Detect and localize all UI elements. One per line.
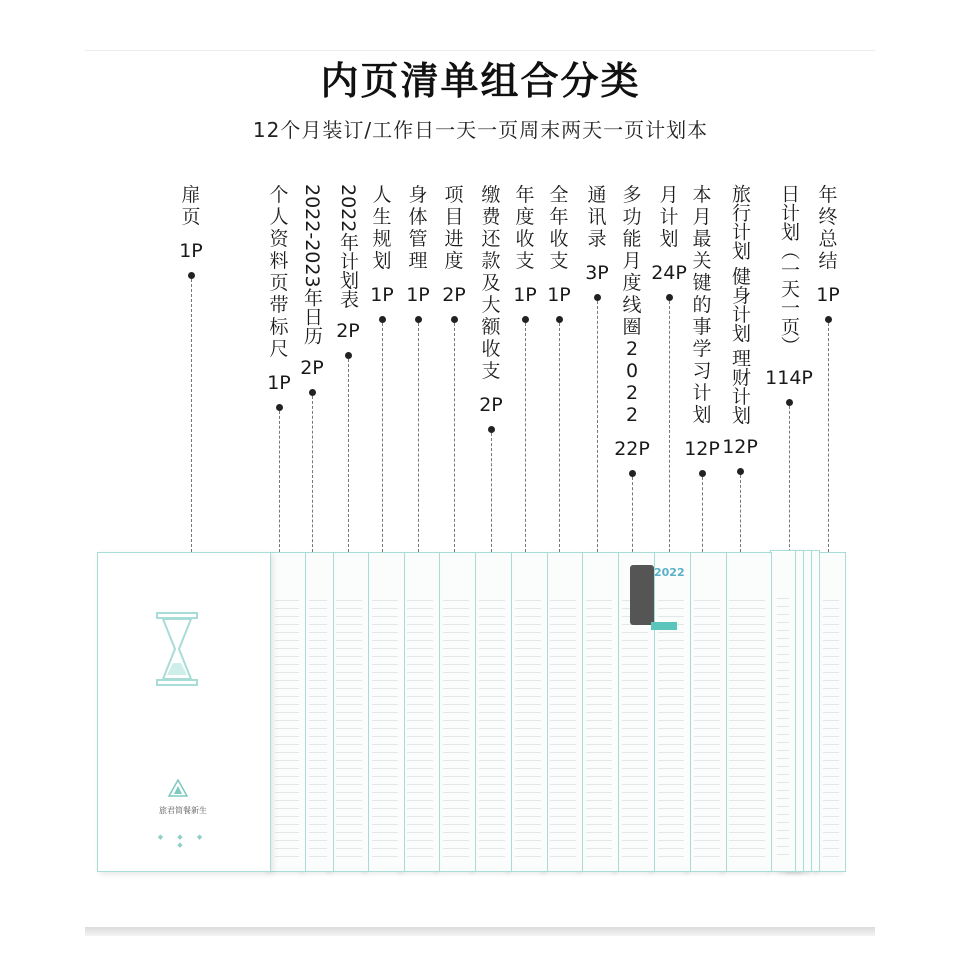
- page-rules: [407, 593, 433, 861]
- item-name: 年度收支: [515, 184, 535, 272]
- page-full-year-budget: [543, 552, 583, 872]
- item-life-plan: [368, 184, 396, 557]
- page-year-summary: [816, 552, 846, 872]
- item-name: 全年收支: [549, 184, 569, 272]
- page-personal-info: [268, 552, 306, 872]
- page-monthly-plan: [651, 552, 691, 872]
- item-pages: 2P: [442, 284, 466, 306]
- item-name: 身体管理: [408, 184, 428, 272]
- page-rules: [777, 591, 789, 861]
- leader-line: [418, 323, 419, 557]
- page-rules: [336, 593, 362, 861]
- item-name: 旅行计划 健身计划 理财计划: [729, 184, 751, 425]
- leader-line: [191, 279, 192, 557]
- page-rules: [622, 593, 648, 861]
- item-pages: 1P: [816, 284, 840, 306]
- item-pages: 2P: [479, 394, 503, 416]
- item-name: 个人资料页带标尺: [269, 184, 289, 360]
- bottom-shadow-bar: [85, 927, 875, 936]
- cover-brand-text: 旅君简餐新生: [159, 806, 207, 815]
- page-rules: [479, 593, 505, 861]
- item-title-page: [177, 184, 205, 557]
- item-dot: [699, 470, 706, 477]
- leader-line: [348, 359, 349, 557]
- page-subtitle: 12个月装订/工作日一天一页周末两天一页计划本: [252, 118, 709, 142]
- leader-line: [789, 406, 790, 557]
- page-calendar: [302, 552, 334, 872]
- page-rules: [658, 593, 684, 861]
- leader-line: [669, 301, 670, 557]
- item-dot: [309, 389, 316, 396]
- page-payments: [472, 552, 512, 872]
- item-dot: [737, 468, 744, 475]
- item-dot: [629, 470, 636, 477]
- item-pages: 12P: [722, 436, 758, 459]
- item-pages: 1P: [267, 372, 291, 394]
- page-daily-stack-1: [770, 550, 796, 872]
- page-annual-budget: [508, 552, 548, 872]
- page-contacts: [579, 552, 619, 872]
- page-project-progress: [436, 552, 476, 872]
- hourglass-icon: [155, 611, 199, 687]
- item-dot: [488, 426, 495, 433]
- leader-line: [491, 433, 492, 557]
- item-payments: [477, 184, 505, 557]
- item-name: 多功能月度线圈2022: [622, 184, 642, 426]
- item-calendar: [298, 184, 326, 557]
- item-pages: 1P: [370, 284, 394, 306]
- item-pages: 114P: [765, 367, 813, 389]
- leader-line: [632, 477, 633, 557]
- item-pages: 1P: [179, 240, 203, 262]
- item-dot: [786, 399, 793, 406]
- item-year-summary: [814, 184, 842, 557]
- item-name: 扉页: [181, 184, 201, 228]
- item-key-tasks: [684, 184, 720, 557]
- page-rules: [550, 593, 576, 861]
- item-name: 月计划: [659, 184, 679, 250]
- leader-line: [454, 323, 455, 557]
- item-project-progress: [440, 184, 468, 557]
- item-pages: 22P: [614, 438, 650, 460]
- item-dot: [451, 316, 458, 323]
- page-rules: [586, 593, 612, 861]
- item-monthly-ring: [614, 184, 650, 557]
- item-pages: 2P: [336, 320, 360, 343]
- page-rules: [694, 593, 720, 861]
- leader-line: [740, 475, 741, 557]
- item-pages: 1P: [406, 284, 430, 306]
- item-dot: [522, 316, 529, 323]
- item-name: 通讯录: [587, 184, 607, 250]
- item-full-year-budget: [545, 184, 573, 557]
- item-dot: [825, 316, 832, 323]
- item-name: 人生规划: [372, 184, 392, 272]
- item-dot: [556, 316, 563, 323]
- item-dot: [345, 352, 352, 359]
- item-dot: [666, 294, 673, 301]
- item-dot: [594, 294, 601, 301]
- page-rules: [309, 593, 327, 861]
- page-rules: [443, 593, 469, 861]
- item-dot: [379, 316, 386, 323]
- page-life-plan: [365, 552, 405, 872]
- item-name: 2022年计划表: [337, 184, 359, 309]
- cover-decoration-icons: ◆ ◆ ◆ ◆: [157, 833, 209, 849]
- item-annual-budget: [511, 184, 539, 557]
- page-body-management: [400, 552, 440, 872]
- page-title: 内页清单组合分类: [320, 59, 641, 103]
- cover-page: [97, 552, 271, 872]
- leader-line: [597, 301, 598, 557]
- item-monthly-plan: [651, 184, 687, 557]
- item-pages: 2P: [300, 356, 324, 379]
- item-name: 日计划（一天一页）: [778, 184, 800, 355]
- item-dot: [415, 316, 422, 323]
- item-name: 缴费还款及大额收支: [481, 184, 501, 382]
- page-year-plan: [329, 552, 369, 872]
- teal-highlight: [651, 622, 677, 630]
- page-key-tasks: [687, 552, 727, 872]
- leader-line: [279, 411, 280, 557]
- leader-line: [828, 323, 829, 557]
- leader-line: [312, 396, 313, 557]
- brand-logo-icon: [168, 779, 188, 797]
- item-year-plan: [334, 184, 362, 557]
- item-name: 2022-2023年日历: [301, 184, 323, 345]
- leader-line: [382, 323, 383, 557]
- item-daily-plan: [765, 184, 813, 557]
- page-rules: [275, 593, 299, 861]
- item-personal-info: [265, 184, 293, 557]
- item-dot: [276, 404, 283, 411]
- item-travel-fitness-finance: [722, 184, 758, 557]
- item-name: 年终总结: [818, 184, 838, 272]
- page-rules: [515, 593, 541, 861]
- page-year-label: 2022: [654, 566, 685, 579]
- item-pages: 12P: [684, 438, 720, 460]
- leader-line: [702, 477, 703, 557]
- leader-line: [525, 323, 526, 557]
- item-dot: [188, 272, 195, 279]
- item-name: 本月最关键的事学习计划: [692, 184, 712, 426]
- page-travel-plan: [722, 552, 772, 872]
- page-rules: [372, 593, 398, 861]
- page-rules: [729, 593, 765, 861]
- item-pages: 24P: [651, 262, 687, 284]
- item-pages: 1P: [547, 284, 571, 306]
- item-pages: 1P: [513, 284, 537, 306]
- ring-tab: [630, 565, 654, 625]
- page-rules: [823, 593, 839, 861]
- item-contacts: [583, 184, 611, 557]
- item-body-management: [404, 184, 432, 557]
- item-name: 项目进度: [444, 184, 464, 272]
- item-pages: 3P: [585, 262, 609, 284]
- leader-line: [559, 323, 560, 557]
